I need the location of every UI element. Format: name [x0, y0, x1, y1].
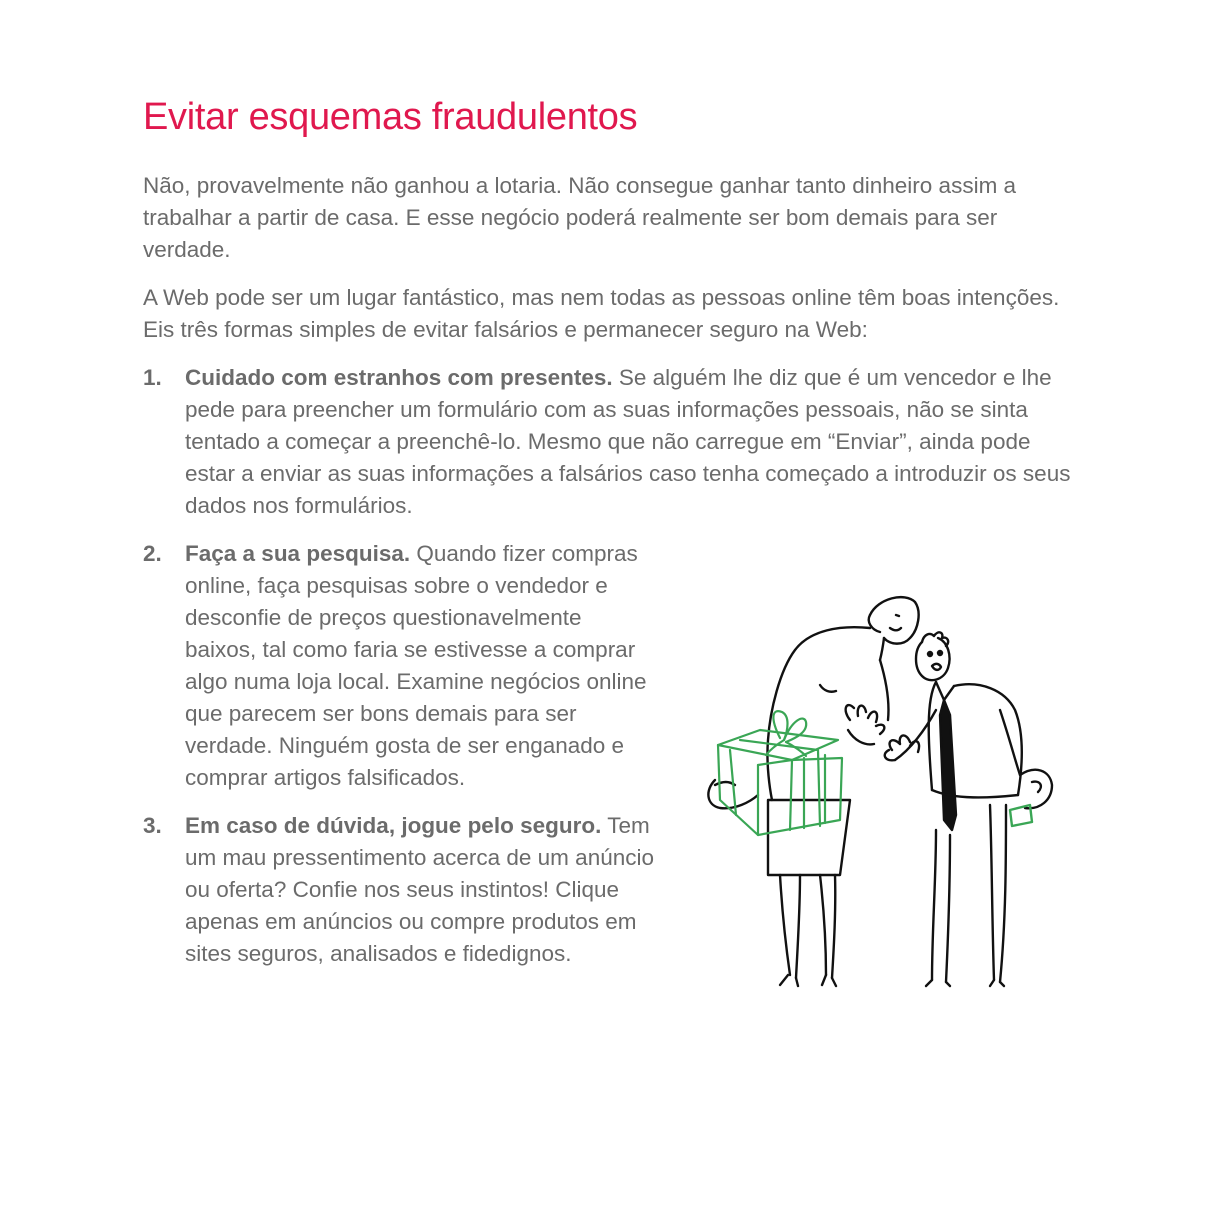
gift-scam-illustration-icon: [700, 590, 1080, 990]
tip-lead: Em caso de dúvida, jogue pelo seguro.: [185, 813, 602, 838]
intro-paragraph: A Web pode ser um lugar fantástico, mas nem todas as pessoas online têm boas intenções. Eis três formas simples de evitar falsários e permanecer seguro na Web:: [143, 285, 1060, 342]
gift-box: [718, 711, 842, 835]
list-number: 3.: [143, 813, 162, 838]
tip-lead: Faça a sua pesquisa.: [185, 541, 411, 566]
tip-lead: Cuidado com estranhos com presentes.: [185, 365, 613, 390]
list-number: 2.: [143, 541, 162, 566]
list-item: [143, 538, 655, 794]
tip-text: Se alguém lhe diz que é um vencedor e lhe pede para preencher um formulário com as suas informações pessoais, não se sinta tentado a começar a preenchê-lo. Mesmo que não carregue em “Enviar”, ainda pode estar a enviar as suas informações a falsários caso tenha começado a introduzir os seus dados nos formulários.: [185, 365, 1071, 518]
tip-text: Quando fizer compras online, faça pesquisas sobre o vendedor e desconfie de preços questionavelmente baixos, tal como faria se estivesse a comprar algo numa loja local. Examine negócios online que parecem ser bons demais para ser verdade. Ninguém gosta de ser enganado e comprar artigos falsificados.: [185, 541, 647, 790]
list-number: 1.: [143, 365, 162, 390]
woman-figure: [708, 597, 918, 986]
list-item: [143, 810, 655, 970]
man-figure: [885, 632, 1052, 986]
list-item: [143, 362, 1073, 522]
tip-text: Tem um mau pressentimento acerca de um anúncio ou oferta? Confie nos seus instintos! Clique apenas em anúncios ou compre produtos em sites seguros, analisados e fidedignos.: [185, 813, 654, 966]
intro-paragraph: Não, provavelmente não ganhou a lotaria. Não consegue ganhar tanto dinheiro assim a trabalhar a partir de casa. E esse negócio poderá realmente ser bom demais para ser verdade.: [143, 173, 1017, 262]
page-title: Evitar esquemas fraudulentos: [143, 96, 638, 138]
